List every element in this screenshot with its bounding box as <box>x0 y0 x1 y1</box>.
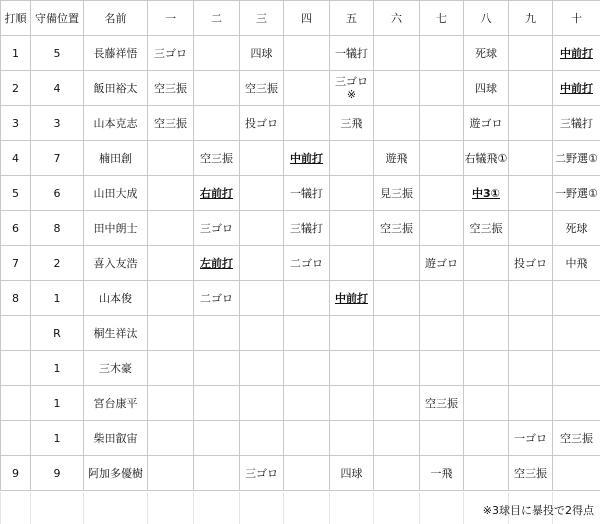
at-bat-result: 投ゴロ <box>514 256 547 270</box>
header-cell: 二 <box>194 1 240 36</box>
inning-result-cell <box>284 141 330 176</box>
header-cell: 三 <box>240 1 284 36</box>
inning-result-cell <box>464 246 509 281</box>
inning-result-cell <box>194 316 240 351</box>
batting-order-cell <box>1 316 31 351</box>
inning-result-cell <box>148 36 194 71</box>
inning-result-cell <box>509 281 553 316</box>
table-row <box>1 421 600 456</box>
inning-result-cell <box>553 71 600 106</box>
inning-result-cell <box>509 71 553 106</box>
at-bat-result: 中飛 <box>565 256 588 270</box>
at-bat-result: 一野選① <box>555 186 598 200</box>
inning-result-cell <box>374 246 420 281</box>
inning-result-cell <box>509 351 553 386</box>
header-cell: 九 <box>509 1 553 36</box>
inning-result-cell <box>330 211 374 246</box>
at-bat-result: 遊ゴロ <box>469 116 503 130</box>
batting-order-cell <box>1 421 31 456</box>
header-cell: 八 <box>464 1 509 36</box>
inning-result-cell <box>194 421 240 456</box>
inning-result-cell <box>420 281 464 316</box>
inning-result-cell <box>553 281 600 316</box>
player-name-cell: 桐生祥汰 <box>84 316 148 351</box>
inning-result-cell <box>148 316 194 351</box>
inning-result-cell <box>464 71 509 106</box>
at-bat-result: 投ゴロ <box>245 116 278 130</box>
position-cell: 6 <box>31 176 84 211</box>
note-mark: ※ <box>346 88 357 101</box>
batting-order-cell: 9 <box>1 456 31 491</box>
player-name-cell: 楠田創 <box>84 141 148 176</box>
inning-result-cell <box>148 176 194 211</box>
inning-result-cell <box>374 106 420 141</box>
inning-result-cell <box>148 106 194 141</box>
table-row <box>1 281 600 316</box>
inning-result-cell <box>374 141 420 176</box>
table-row <box>1 386 600 421</box>
at-bat-result: 三犠打 <box>560 116 593 130</box>
inning-result-cell <box>553 246 600 281</box>
inning-result-cell <box>148 141 194 176</box>
inning-result-cell <box>464 36 509 71</box>
position-cell: 1 <box>31 421 84 456</box>
inning-result-cell <box>330 141 374 176</box>
batting-order-cell: 8 <box>1 281 31 316</box>
position-cell: 5 <box>31 36 84 71</box>
batting-order-cell: 3 <box>1 106 31 141</box>
at-bat-result: 空三振 <box>469 221 503 235</box>
inning-result-cell <box>420 246 464 281</box>
position-cell: 4 <box>31 71 84 106</box>
header-cell: 六 <box>374 1 420 36</box>
inning-result-cell <box>284 456 330 491</box>
player-name-cell: 山本克志 <box>84 106 148 141</box>
inning-result-cell <box>284 36 330 71</box>
player-name-cell: 飯田裕太 <box>84 71 148 106</box>
at-bat-result: 見三振 <box>380 186 413 200</box>
at-bat-result: 空三振 <box>200 151 233 165</box>
inning-result-cell <box>464 106 509 141</box>
header-cell: 四 <box>284 1 330 36</box>
inning-result-cell <box>240 456 284 491</box>
batting-order-cell: 5 <box>1 176 31 211</box>
inning-result-cell <box>284 281 330 316</box>
inning-result-cell <box>330 36 374 71</box>
batting-order-cell: 6 <box>1 211 31 246</box>
at-bat-result: 三飛 <box>340 116 363 130</box>
inning-result-cell <box>148 351 194 386</box>
position-cell: 3 <box>31 106 84 141</box>
inning-result-cell <box>240 211 284 246</box>
inning-result-cell <box>284 386 330 421</box>
inning-result-cell <box>374 281 420 316</box>
inning-result-cell <box>240 176 284 211</box>
inning-result-cell <box>194 141 240 176</box>
inning-result-cell <box>194 106 240 141</box>
inning-result-cell <box>330 71 374 106</box>
inning-result-cell <box>374 456 420 491</box>
at-bat-result: 一犠打 <box>335 46 368 60</box>
batting-order-cell: 7 <box>1 246 31 281</box>
inning-result-cell <box>284 316 330 351</box>
at-bat-result: 三犠打 <box>290 221 323 235</box>
inning-result-cell <box>284 421 330 456</box>
table-row <box>1 456 600 491</box>
inning-result-cell <box>464 141 509 176</box>
inning-result-cell <box>194 36 240 71</box>
at-bat-result: 空三振 <box>154 116 187 130</box>
inning-result-cell <box>553 176 600 211</box>
inning-result-cell <box>194 281 240 316</box>
inning-result-cell <box>420 106 464 141</box>
inning-result-cell <box>553 211 600 246</box>
inning-result-cell <box>420 456 464 491</box>
inning-result-cell <box>330 386 374 421</box>
inning-result-cell <box>330 176 374 211</box>
player-name-cell: 阿加多優樹 <box>84 456 148 491</box>
player-name-cell: 宮台康平 <box>84 386 148 421</box>
inning-result-cell <box>420 386 464 421</box>
inning-result-cell <box>464 316 509 351</box>
table-body <box>1 36 600 491</box>
inning-result-cell <box>553 141 600 176</box>
inning-result-cell <box>330 246 374 281</box>
at-bat-result: 右前打 <box>200 186 233 200</box>
inning-result-cell <box>374 71 420 106</box>
inning-result-cell <box>509 316 553 351</box>
inning-result-cell <box>553 316 600 351</box>
inning-result-cell <box>553 36 600 71</box>
position-cell: 7 <box>31 141 84 176</box>
position-cell: R <box>31 316 84 351</box>
inning-result-cell <box>553 351 600 386</box>
player-name-cell: 三木豪 <box>84 351 148 386</box>
at-bat-result: 三ゴロ <box>200 221 233 235</box>
inning-result-cell <box>194 456 240 491</box>
at-bat-result: 中前打 <box>290 151 323 165</box>
at-bat-result: 中前打 <box>560 46 593 60</box>
at-bat-result: 一犠打 <box>290 186 323 200</box>
inning-result-cell <box>374 351 420 386</box>
header-cell: 十 <box>553 1 600 36</box>
inning-result-cell <box>420 71 464 106</box>
inning-result-cell <box>240 36 284 71</box>
inning-result-cell <box>148 421 194 456</box>
inning-result-cell <box>194 71 240 106</box>
table-row <box>1 176 600 211</box>
at-bat-result: 三ゴロ <box>154 46 187 60</box>
inning-result-cell <box>464 386 509 421</box>
at-bat-result: 四球 <box>340 466 363 480</box>
inning-result-cell <box>240 281 284 316</box>
player-name-cell: 長藤祥悟 <box>84 36 148 71</box>
at-bat-result: 死球 <box>565 221 588 235</box>
at-bat-result: 中3① <box>472 186 500 200</box>
inning-result-cell <box>464 176 509 211</box>
at-bat-result: 中前打 <box>335 291 368 305</box>
inning-result-cell <box>240 351 284 386</box>
header-cell: 七 <box>420 1 464 36</box>
inning-result-cell <box>240 71 284 106</box>
inning-result-cell <box>374 176 420 211</box>
inning-result-cell <box>374 386 420 421</box>
table-row <box>1 106 600 141</box>
at-bat-result: 空三振 <box>514 466 547 480</box>
at-bat-result: 一飛 <box>430 466 453 480</box>
inning-result-cell <box>284 246 330 281</box>
inning-result-cell <box>194 351 240 386</box>
header-cell: 守備位置 <box>31 1 84 36</box>
inning-result-cell <box>148 456 194 491</box>
inning-result-cell <box>509 176 553 211</box>
at-bat-result: 四球 <box>250 46 273 60</box>
inning-result-cell <box>194 246 240 281</box>
header-row <box>1 1 600 36</box>
inning-result-cell <box>420 351 464 386</box>
table-row <box>1 71 600 106</box>
at-bat-result: 左前打 <box>200 256 233 270</box>
inning-result-cell <box>509 456 553 491</box>
inning-result-cell <box>509 246 553 281</box>
inning-result-cell <box>330 281 374 316</box>
inning-result-cell <box>284 106 330 141</box>
batting-order-cell: 2 <box>1 71 31 106</box>
player-name-cell: 柴田叡宙 <box>84 421 148 456</box>
inning-result-cell <box>330 316 374 351</box>
at-bat-result: 遊飛 <box>385 151 408 165</box>
at-bat-result: 遊ゴロ <box>425 256 458 270</box>
player-name-cell: 山田大成 <box>84 176 148 211</box>
position-cell: 1 <box>31 386 84 421</box>
header-cell: 打順 <box>1 1 31 36</box>
inning-result-cell <box>374 421 420 456</box>
inning-result-cell <box>240 386 284 421</box>
inning-result-cell <box>464 456 509 491</box>
at-bat-result: 空三振 <box>245 81 278 95</box>
header-cell: 一 <box>148 1 194 36</box>
inning-result-cell <box>194 386 240 421</box>
player-name-cell: 山本俊 <box>84 281 148 316</box>
at-bat-result: 三ゴロ <box>245 466 278 480</box>
header-cell: 五 <box>330 1 374 36</box>
inning-result-cell <box>148 71 194 106</box>
at-bat-result: 空三振 <box>425 396 458 410</box>
at-bat-result: 中前打 <box>560 81 593 95</box>
batting-order-cell <box>1 351 31 386</box>
inning-result-cell <box>420 176 464 211</box>
position-cell: 1 <box>31 351 84 386</box>
inning-result-cell <box>148 281 194 316</box>
table-row <box>1 36 600 71</box>
inning-result-cell <box>464 211 509 246</box>
inning-result-cell <box>284 71 330 106</box>
inning-result-cell <box>330 351 374 386</box>
at-bat-result: 死球 <box>475 46 497 60</box>
table-row <box>1 351 600 386</box>
inning-result-cell <box>464 281 509 316</box>
inning-result-cell <box>330 421 374 456</box>
player-name-cell: 喜入友浩 <box>84 246 148 281</box>
inning-result-cell <box>284 211 330 246</box>
inning-result-cell <box>420 141 464 176</box>
table-row <box>1 316 600 351</box>
inning-result-cell <box>420 211 464 246</box>
inning-result-cell <box>194 211 240 246</box>
inning-result-cell <box>330 456 374 491</box>
table-row <box>1 141 600 176</box>
player-name-cell: 田中朗士 <box>84 211 148 246</box>
at-bat-result: 三ゴロ <box>335 75 368 88</box>
at-bat-result: 二ゴロ <box>200 291 233 305</box>
inning-result-cell <box>240 141 284 176</box>
header-cell: 名前 <box>84 1 148 36</box>
inning-result-cell <box>284 351 330 386</box>
inning-result-cell <box>509 386 553 421</box>
inning-result-cell <box>509 106 553 141</box>
position-cell: 1 <box>31 281 84 316</box>
inning-result-cell <box>330 106 374 141</box>
at-bat-result: 空三振 <box>560 431 593 445</box>
inning-result-cell <box>509 141 553 176</box>
inning-result-cell <box>553 106 600 141</box>
at-bat-result: 空三振 <box>380 221 413 235</box>
inning-result-cell <box>464 421 509 456</box>
inning-result-cell <box>240 246 284 281</box>
at-bat-result: 一ゴロ <box>514 431 547 445</box>
at-bat-result: 二野選① <box>555 151 598 165</box>
inning-result-cell <box>420 421 464 456</box>
inning-result-cell <box>148 246 194 281</box>
inning-result-cell <box>420 316 464 351</box>
table-row <box>1 211 600 246</box>
inning-result-cell <box>374 316 420 351</box>
at-bat-result: 空三振 <box>154 81 187 95</box>
position-cell: 9 <box>31 456 84 491</box>
batting-order-cell: 4 <box>1 141 31 176</box>
inning-result-cell <box>464 351 509 386</box>
position-cell: 8 <box>31 211 84 246</box>
inning-result-cell <box>240 316 284 351</box>
position-cell: 2 <box>31 246 84 281</box>
inning-result-cell <box>553 421 600 456</box>
inning-result-cell <box>284 176 330 211</box>
footnote: ※3球目に暴投で2得点 <box>482 504 594 517</box>
inning-result-cell <box>148 386 194 421</box>
inning-result-cell <box>553 386 600 421</box>
inning-result-cell <box>374 36 420 71</box>
inning-result-cell <box>148 211 194 246</box>
at-bat-result: 四球 <box>475 81 497 95</box>
at-bat-result: 二ゴロ <box>290 256 323 270</box>
table-row <box>1 246 600 281</box>
inning-result-cell <box>240 106 284 141</box>
inning-result-cell <box>509 421 553 456</box>
batting-order-cell <box>1 386 31 421</box>
batting-order-cell: 1 <box>1 36 31 71</box>
inning-result-cell <box>509 36 553 71</box>
inning-result-cell <box>420 36 464 71</box>
inning-result-cell <box>553 456 600 491</box>
inning-result-cell <box>509 211 553 246</box>
at-bat-result: 右犠飛① <box>464 151 508 165</box>
inning-result-cell <box>374 211 420 246</box>
inning-result-cell <box>240 421 284 456</box>
inning-result-cell <box>194 176 240 211</box>
